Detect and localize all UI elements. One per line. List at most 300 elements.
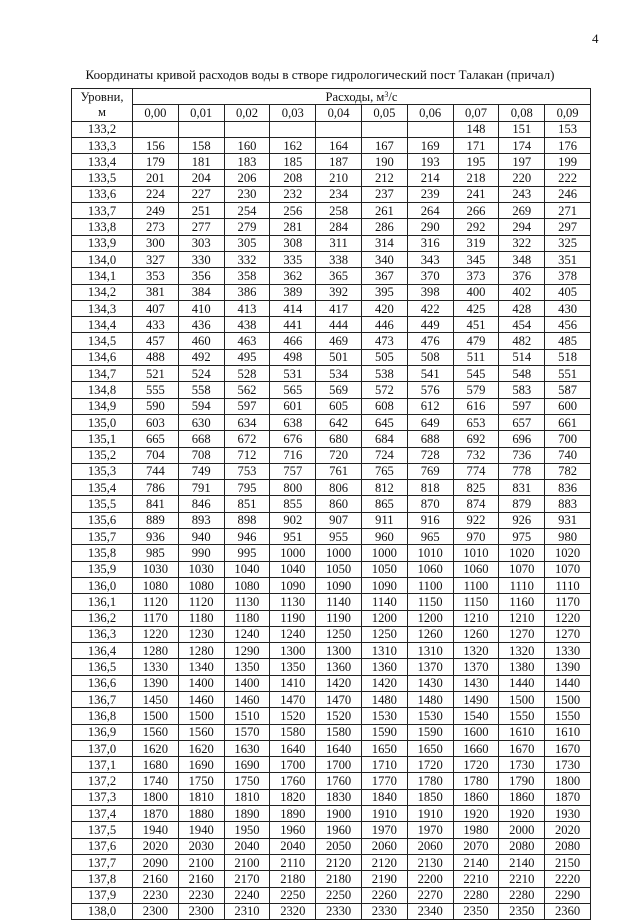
flow-cell: 1510: [224, 708, 270, 724]
flow-cell: 348: [499, 251, 545, 267]
flow-cell: 874: [453, 496, 499, 512]
flow-cell: 2330: [316, 903, 362, 919]
flow-cell: 597: [224, 398, 270, 414]
flow-cell: 2120: [316, 854, 362, 870]
flow-cell: 1250: [316, 626, 362, 642]
flow-cell: 2160: [133, 871, 179, 887]
flow-cell: 1360: [361, 659, 407, 675]
flow-cell: 492: [178, 349, 224, 365]
flow-column-header: [133, 89, 591, 105]
flow-cell: 558: [178, 382, 224, 398]
flow-cell: 367: [361, 268, 407, 284]
flow-cell: 1560: [178, 724, 224, 740]
flow-cell: 1650: [407, 740, 453, 756]
flow-cell: 2040: [270, 838, 316, 854]
flow-cell: 1620: [178, 740, 224, 756]
flow-cell: 1630: [224, 740, 270, 756]
flow-cell: 1290: [224, 643, 270, 659]
column-header: 0,06: [407, 105, 453, 121]
flow-cell: 508: [407, 349, 453, 365]
flow-cell: [270, 121, 316, 137]
flow-cell: 1730: [545, 757, 591, 773]
flow-cell: 846: [178, 496, 224, 512]
flow-cell: 330: [178, 251, 224, 267]
table-row: [72, 317, 591, 333]
table-row: [72, 349, 591, 365]
level-cell: 135,9: [72, 561, 133, 577]
flow-cell: 195: [453, 154, 499, 170]
flow-cell: 657: [499, 414, 545, 430]
table-row: [72, 235, 591, 251]
flow-cell: 410: [178, 300, 224, 316]
flow-cell: 597: [499, 398, 545, 414]
flow-cell: 724: [361, 447, 407, 463]
flow-cell: 1870: [545, 789, 591, 805]
table-row: [72, 398, 591, 414]
level-cell: 136,1: [72, 594, 133, 610]
flow-cell: 2150: [545, 854, 591, 870]
column-header: 0,08: [499, 105, 545, 121]
flow-cell: 1810: [178, 789, 224, 805]
flow-cell: 2140: [453, 854, 499, 870]
flow-cell: 1240: [270, 626, 316, 642]
flow-cell: 1110: [499, 577, 545, 593]
flow-cell: 1390: [133, 675, 179, 691]
flow-cell: 2050: [316, 838, 362, 854]
flow-cell: 392: [316, 284, 362, 300]
flow-cell: 1690: [224, 757, 270, 773]
flow-cell: 239: [407, 186, 453, 202]
flow-cell: 208: [270, 170, 316, 186]
flow-cell: 1970: [407, 822, 453, 838]
flow-cell: 1080: [133, 577, 179, 593]
flow-cell: 562: [224, 382, 270, 398]
flow-cell: 353: [133, 268, 179, 284]
flow-cell: 227: [178, 186, 224, 202]
flow-cell: 1920: [499, 806, 545, 822]
flow-cell: 234: [316, 186, 362, 202]
flow-cell: 457: [133, 333, 179, 349]
flow-cell: 1000: [316, 545, 362, 561]
flow-cell: 1260: [407, 626, 453, 642]
flow-cell: 774: [453, 463, 499, 479]
flow-cell: 1110: [545, 577, 591, 593]
flow-cell: 1650: [361, 740, 407, 756]
flow-cell: 2340: [407, 903, 453, 919]
flow-cell: 294: [499, 219, 545, 235]
table-row: [72, 626, 591, 642]
flow-cell: 181: [178, 154, 224, 170]
flow-cell: 430: [545, 300, 591, 316]
level-cell: 133,2: [72, 121, 133, 137]
column-header: 0,00: [133, 105, 179, 121]
level-cell: 134,3: [72, 300, 133, 316]
rating-curve-table: [71, 88, 591, 920]
flow-cell: 2300: [133, 903, 179, 919]
flow-cell: 612: [407, 398, 453, 414]
table-row: [72, 773, 591, 789]
level-cell: 137,3: [72, 789, 133, 805]
flow-cell: 2120: [361, 854, 407, 870]
table-row: [72, 708, 591, 724]
flow-cell: 1320: [453, 643, 499, 659]
flow-cell: 218: [453, 170, 499, 186]
flow-cell: 511: [453, 349, 499, 365]
flow-cell: 1150: [453, 594, 499, 610]
flow-cell: 601: [270, 398, 316, 414]
table-row: [72, 186, 591, 202]
flow-cell: 1520: [270, 708, 316, 724]
flow-cell: 2350: [453, 903, 499, 919]
flow-cell: 1140: [316, 594, 362, 610]
flow-cell: 572: [361, 382, 407, 398]
flow-cell: 1050: [361, 561, 407, 577]
flow-cell: 1670: [499, 740, 545, 756]
flow-cell: 482: [499, 333, 545, 349]
flow-cell: 1150: [407, 594, 453, 610]
flow-cell: 2060: [361, 838, 407, 854]
flow-cell: [133, 121, 179, 137]
table-row: [72, 724, 591, 740]
table-row: [72, 659, 591, 675]
flow-cell: 422: [407, 300, 453, 316]
flow-header-text: Расходы, м: [325, 89, 385, 104]
flow-cell: 818: [407, 480, 453, 496]
flow-cell: 634: [224, 414, 270, 430]
flow-cell: 2300: [178, 903, 224, 919]
flow-cell: 1400: [224, 675, 270, 691]
flow-cell: 2090: [133, 854, 179, 870]
flow-cell: 1790: [499, 773, 545, 789]
level-cell: 136,3: [72, 626, 133, 642]
flow-cell: 514: [499, 349, 545, 365]
level-cell: 137,7: [72, 854, 133, 870]
flow-cell: 757: [270, 463, 316, 479]
flow-cell: 185: [270, 154, 316, 170]
flow-cell: 425: [453, 300, 499, 316]
flow-cell: 744: [133, 463, 179, 479]
flow-cell: 541: [407, 366, 453, 382]
flow-cell: 1380: [499, 659, 545, 675]
flow-cell: 251: [178, 203, 224, 219]
flow-cell: 1340: [178, 659, 224, 675]
table-row: [72, 170, 591, 186]
flow-cell: 1440: [545, 675, 591, 691]
flow-cell: 1210: [499, 610, 545, 626]
flow-cell: 153: [545, 121, 591, 137]
flow-cell: 2100: [224, 854, 270, 870]
flow-cell: 1010: [407, 545, 453, 561]
flow-cell: 769: [407, 463, 453, 479]
flow-cell: 314: [361, 235, 407, 251]
flow-cell: 2140: [499, 854, 545, 870]
flow-cell: 322: [499, 235, 545, 251]
flow-cell: 2130: [407, 854, 453, 870]
flow-cell: 587: [545, 382, 591, 398]
flow-cell: 616: [453, 398, 499, 414]
flow-cell: 649: [407, 414, 453, 430]
flow-cell: 395: [361, 284, 407, 300]
flow-cell: 594: [178, 398, 224, 414]
flow-cell: 1500: [178, 708, 224, 724]
table-row: [72, 431, 591, 447]
table-row: [72, 496, 591, 512]
table-row: [72, 463, 591, 479]
level-cell: 137,2: [72, 773, 133, 789]
flow-cell: 2200: [407, 871, 453, 887]
flow-cell: 2040: [224, 838, 270, 854]
flow-cell: 2210: [499, 871, 545, 887]
flow-cell: 1350: [224, 659, 270, 675]
table-row: [72, 594, 591, 610]
flow-cell: 940: [178, 529, 224, 545]
flow-cell: 290: [407, 219, 453, 235]
flow-cell: 485: [545, 333, 591, 349]
flow-cell: 645: [361, 414, 407, 430]
flow-cell: 975: [499, 529, 545, 545]
level-cell: 137,6: [72, 838, 133, 854]
flow-cell: 378: [545, 268, 591, 284]
flow-cell: 266: [453, 203, 499, 219]
flow-cell: 376: [499, 268, 545, 284]
flow-cell: 608: [361, 398, 407, 414]
flow-cell: 1100: [407, 577, 453, 593]
flow-cell: 1720: [407, 757, 453, 773]
flow-cell: 2290: [545, 887, 591, 903]
flow-cell: 417: [316, 300, 362, 316]
flow-cell: 831: [499, 480, 545, 496]
level-column-header: [72, 89, 133, 122]
flow-cell: 433: [133, 317, 179, 333]
flow-cell: 1190: [316, 610, 362, 626]
flow-cell: 1220: [545, 610, 591, 626]
flow-cell: 284: [316, 219, 362, 235]
flow-cell: 300: [133, 235, 179, 251]
flow-cell: 386: [224, 284, 270, 300]
header-row-2: [72, 105, 591, 121]
flow-cell: 1660: [453, 740, 499, 756]
flow-cell: 524: [178, 366, 224, 382]
flow-cell: 1940: [133, 822, 179, 838]
level-cell: 137,9: [72, 887, 133, 903]
flow-cell: 428: [499, 300, 545, 316]
flow-cell: 1370: [407, 659, 453, 675]
flow-cell: 860: [316, 496, 362, 512]
level-cell: 136,9: [72, 724, 133, 740]
flow-cell: 365: [316, 268, 362, 284]
flow-cell: 865: [361, 496, 407, 512]
flow-cell: 222: [545, 170, 591, 186]
flow-cell: 148: [453, 121, 499, 137]
flow-cell: 749: [178, 463, 224, 479]
flow-cell: 460: [178, 333, 224, 349]
flow-cell: 990: [178, 545, 224, 561]
flow-cell: 210: [316, 170, 362, 186]
flow-cell: 1800: [133, 789, 179, 805]
flow-cell: 2250: [316, 887, 362, 903]
flow-cell: 167: [361, 137, 407, 153]
flow-cell: 1970: [361, 822, 407, 838]
flow-cell: 1730: [499, 757, 545, 773]
flow-cell: 2240: [224, 887, 270, 903]
flow-cell: 345: [453, 251, 499, 267]
flow-cell: 1330: [133, 659, 179, 675]
flow-cell: 451: [453, 317, 499, 333]
flow-cell: 340: [361, 251, 407, 267]
flow-cell: 151: [499, 121, 545, 137]
flow-cell: 1080: [224, 577, 270, 593]
flow-cell: 305: [224, 235, 270, 251]
level-cell: 134,9: [72, 398, 133, 414]
flow-cell: 936: [133, 529, 179, 545]
flow-cell: 1520: [316, 708, 362, 724]
level-cell: 134,6: [72, 349, 133, 365]
flow-cell: 579: [453, 382, 499, 398]
flow-cell: 661: [545, 414, 591, 430]
flow-cell: 1200: [361, 610, 407, 626]
flow-cell: 922: [453, 512, 499, 528]
table-row: [72, 643, 591, 659]
table-row: [72, 838, 591, 854]
column-header: 0,02: [224, 105, 270, 121]
flow-cell: 2360: [545, 903, 591, 919]
flow-cell: 1560: [133, 724, 179, 740]
flow-cell: 740: [545, 447, 591, 463]
flow-cell: 1920: [453, 806, 499, 822]
column-header: 0,04: [316, 105, 362, 121]
flow-cell: 1740: [133, 773, 179, 789]
flow-cell: 1870: [133, 806, 179, 822]
flow-cell: 264: [407, 203, 453, 219]
flow-cell: 653: [453, 414, 499, 430]
flow-cell: 1910: [361, 806, 407, 822]
flow-cell: 356: [178, 268, 224, 284]
flow-cell: 1410: [270, 675, 316, 691]
flow-cell: 600: [545, 398, 591, 414]
flow-cell: 1460: [224, 691, 270, 707]
flow-cell: 444: [316, 317, 362, 333]
table-row: [72, 121, 591, 137]
flow-cell: 1780: [453, 773, 499, 789]
flow-cell: 534: [316, 366, 362, 382]
flow-cell: 466: [270, 333, 316, 349]
flow-cell: 420: [361, 300, 407, 316]
flow-cell: 212: [361, 170, 407, 186]
flow-cell: 488: [133, 349, 179, 365]
flow-cell: [361, 121, 407, 137]
flow-cell: 279: [224, 219, 270, 235]
flow-cell: 351: [545, 251, 591, 267]
flow-cell: 970: [453, 529, 499, 545]
flow-cell: 1530: [407, 708, 453, 724]
flow-cell: 1000: [361, 545, 407, 561]
level-cell: 136,0: [72, 577, 133, 593]
level-cell: 133,4: [72, 154, 133, 170]
flow-cell: 630: [178, 414, 224, 430]
level-cell: 133,3: [72, 137, 133, 153]
table-row: [72, 789, 591, 805]
table-row: [72, 577, 591, 593]
flow-cell: 2110: [270, 854, 316, 870]
flow-cell: 985: [133, 545, 179, 561]
flow-cell: 980: [545, 529, 591, 545]
level-cell: 137,4: [72, 806, 133, 822]
table-row: [72, 300, 591, 316]
level-cell: 134,1: [72, 268, 133, 284]
flow-cell: 370: [407, 268, 453, 284]
flow-cell: 273: [133, 219, 179, 235]
flow-cell: 1710: [361, 757, 407, 773]
flow-cell: [224, 121, 270, 137]
flow-cell: 241: [453, 186, 499, 202]
flow-cell: 2270: [407, 887, 453, 903]
flow-cell: 2070: [453, 838, 499, 854]
flow-cell: 1480: [361, 691, 407, 707]
flow-cell: 700: [545, 431, 591, 447]
flow-cell: 224: [133, 186, 179, 202]
level-header-line2: м: [98, 104, 106, 119]
flow-cell: 1170: [545, 594, 591, 610]
table-row: [72, 333, 591, 349]
flow-cell: 1800: [545, 773, 591, 789]
page-number: 4: [592, 31, 599, 46]
flow-cell: 1130: [270, 594, 316, 610]
flow-cell: 1440: [499, 675, 545, 691]
flow-cell: 2250: [270, 887, 316, 903]
flow-cell: 1020: [499, 545, 545, 561]
table-row: [72, 447, 591, 463]
flow-cell: 1200: [407, 610, 453, 626]
flow-cell: 2160: [178, 871, 224, 887]
flow-cell: 1190: [270, 610, 316, 626]
flow-cell: 1540: [453, 708, 499, 724]
flow-cell: 1490: [453, 691, 499, 707]
flow-cell: 327: [133, 251, 179, 267]
flow-cell: 2280: [453, 887, 499, 903]
flow-cell: 786: [133, 480, 179, 496]
flow-cell: 206: [224, 170, 270, 186]
flow-cell: 2020: [545, 822, 591, 838]
flow-cell: 1280: [178, 643, 224, 659]
flow-cell: 841: [133, 496, 179, 512]
flow-cell: 160: [224, 137, 270, 153]
flow-cell: 2280: [499, 887, 545, 903]
flow-cell: 2180: [270, 871, 316, 887]
flow-cell: 1070: [545, 561, 591, 577]
flow-cell: 237: [361, 186, 407, 202]
flow-cell: 1580: [316, 724, 362, 740]
table-row: [72, 610, 591, 626]
flow-cell: 2190: [361, 871, 407, 887]
flow-header-suffix: /с: [388, 89, 398, 104]
level-cell: 134,7: [72, 366, 133, 382]
flow-cell: 518: [545, 349, 591, 365]
table-row: [72, 806, 591, 822]
flow-cell: 343: [407, 251, 453, 267]
flow-cell: 303: [178, 235, 224, 251]
flow-cell: 1310: [407, 643, 453, 659]
flow-cell: 879: [499, 496, 545, 512]
flow-cell: 800: [270, 480, 316, 496]
flow-cell: 893: [178, 512, 224, 528]
level-cell: 133,9: [72, 235, 133, 251]
flow-cell: 765: [361, 463, 407, 479]
flow-cell: 565: [270, 382, 316, 398]
table-row: [72, 382, 591, 398]
level-cell: 134,2: [72, 284, 133, 300]
flow-cell: 1400: [178, 675, 224, 691]
level-cell: 135,4: [72, 480, 133, 496]
